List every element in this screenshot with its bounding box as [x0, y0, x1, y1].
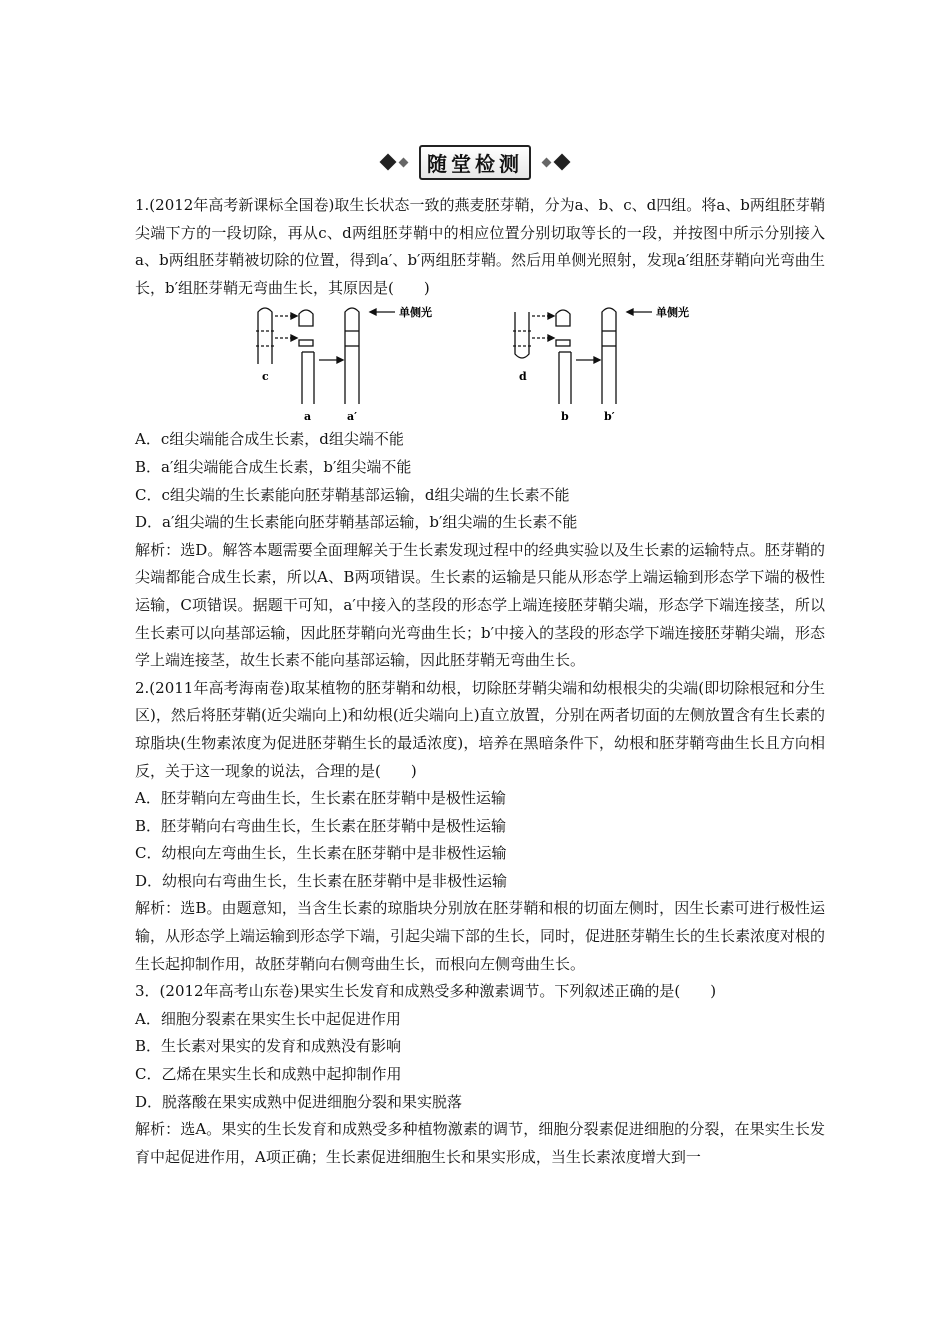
question-2-option-c: C．幼根向左弯曲生长，生长素在胚芽鞘中是非极性运输 — [135, 844, 507, 863]
question-2-option-a: A．胚芽鞘向左弯曲生长，生长素在胚芽鞘中是极性运输 — [135, 789, 506, 808]
question-3-option-c: C．乙烯在果实生长和成熟中起抑制作用 — [135, 1065, 402, 1084]
document-body — [135, 192, 825, 1171]
diamond-icon — [380, 154, 397, 171]
question-1-option-c: C．c组尖端的生长素能向胚芽鞘基部运输，d组尖端的生长素不能 — [135, 485, 570, 504]
tip-piece-c — [299, 310, 313, 326]
label-c: c — [262, 370, 269, 384]
question-1-option-a: A．c组尖端能合成生长素，d组尖端不能 — [135, 430, 404, 449]
coleoptile-b — [559, 352, 571, 404]
coleoptile-diagram — [253, 302, 723, 426]
question-3-analysis: 解析：选A。果实的生长发育和成熟受多种植物激素的调节，细胞分裂素促进细胞的分裂，在果实生长发育中起促进作用，A项正确；生长素促进细胞生长和果实形成，当生长素浓度增大到一 — [135, 1120, 825, 1166]
label-b-prime: b′ — [604, 410, 615, 424]
label-a-prime: a′ — [347, 410, 358, 424]
label-d: d — [519, 370, 527, 384]
coleoptile-c — [258, 308, 272, 364]
question-3-option-b: B．生长素对果实的发育和成熟没有影响 — [135, 1037, 402, 1056]
coleoptile-d — [515, 312, 529, 358]
question-3-option-a: A．细胞分裂素在果实生长中起促进作用 — [135, 1009, 401, 1028]
question-1-option-b: B．a′组尖端能合成生长素，b′组尖端不能 — [135, 457, 412, 476]
diamond-icon — [554, 154, 571, 171]
light-label: 单侧光 — [399, 306, 432, 320]
question-1-analysis: 解析：选D。解答本题需要全面理解关于生长素发现过程中的经典实验以及生长素的运输特点。胚芽鞘的尖端都能合成生长素，所以A、B两项错误。生长素的运输是只能从形态学上端运输到形态学下端的极性运输，C项错误。据题干可知，a′中接入的茎段的形态学上端连接胚芽鞘尖端，形态学下端连接茎，所以生长素可以向基部运输，因此胚芽鞘向光弯曲生长；b′中接入的茎段的形态学下端连接胚芽鞘尖端，形态学上端连接茎，故生长素不能向基部运输，因此胚芽鞘无弯曲生长。 — [135, 540, 825, 670]
light-label: 单侧光 — [656, 306, 689, 320]
question-2-option-d: D．幼根向右弯曲生长，生长素在胚芽鞘中是非极性运输 — [135, 871, 508, 890]
label-b: b — [561, 410, 569, 424]
question-2-option-b: B．胚芽鞘向右弯曲生长，生长素在胚芽鞘中是极性运输 — [135, 816, 507, 835]
label-a: a — [304, 410, 312, 424]
diamond-icon — [399, 157, 409, 167]
question-1-figure — [135, 302, 825, 426]
diamond-icon — [542, 157, 552, 167]
question-1-stem: 1.(2012年高考新课标全国卷)取生长状态一致的燕麦胚芽鞘，分为a、b、c、d四组。将a、b两组胚芽鞘尖端下方的一段切除，再从c、d两组胚芽鞘中的相应位置分别切取等长的一段，并按图中所示分别接入a、b两组胚芽鞘被切除的位置，得到a′、b′两组胚芽鞘。然后用单侧光照射，发现a′组胚芽鞘向光弯曲生长，b′组胚芽鞘无弯曲生长，其原因是( ) — [135, 196, 825, 297]
coleoptile-b-prime — [602, 308, 616, 404]
coleoptile-a — [302, 352, 314, 404]
question-3-option-d: D．脱落酸在果实成熟中促进细胞分裂和果实脱落 — [135, 1092, 463, 1111]
question-1-option-d: D．a′组尖端的生长素能向胚芽鞘基部运输，b′组尖端的生长素不能 — [135, 513, 578, 532]
section-title: 随堂检测 — [419, 145, 531, 180]
question-2-stem: 2.(2011年高考海南卷)取某植物的胚芽鞘和幼根，切除胚芽鞘尖端和幼根根尖的尖端(即切除根冠和分生区)，然后将胚芽鞘(近尖端向上)和幼根(近尖端向上)直立放置，分别在两者切面的左侧放置含有生长素的琼脂块(生物素浓度为促进胚芽鞘生长的最适浓度)，培养在黑暗条件下，幼根和胚芽鞘弯曲生长且方向相反，关于这一现象的说法，合理的是( ) — [135, 678, 825, 780]
coleoptile-a-prime — [345, 308, 359, 404]
question-3-stem: 3．(2012年高考山东卷)果实生长发育和成熟受多种激素调节。下列叙述正确的是( ) — [135, 982, 717, 1001]
section-header — [0, 148, 950, 176]
tip-piece-d — [556, 310, 570, 326]
question-2-analysis: 解析：选B。由题意知，当含生长素的琼脂块分别放在胚芽鞘和根的切面左侧时，因生长素可进行极性运输，从形态学上端运输到形态学下端，引起尖端下部的生长，同时，促进胚芽鞘生长的生长素浓度对根的生长起抑制作用，故胚芽鞘向右侧弯曲生长，而根向左侧弯曲生长。 — [135, 899, 826, 973]
segment-piece-d — [556, 340, 570, 346]
segment-piece-c — [299, 340, 313, 346]
